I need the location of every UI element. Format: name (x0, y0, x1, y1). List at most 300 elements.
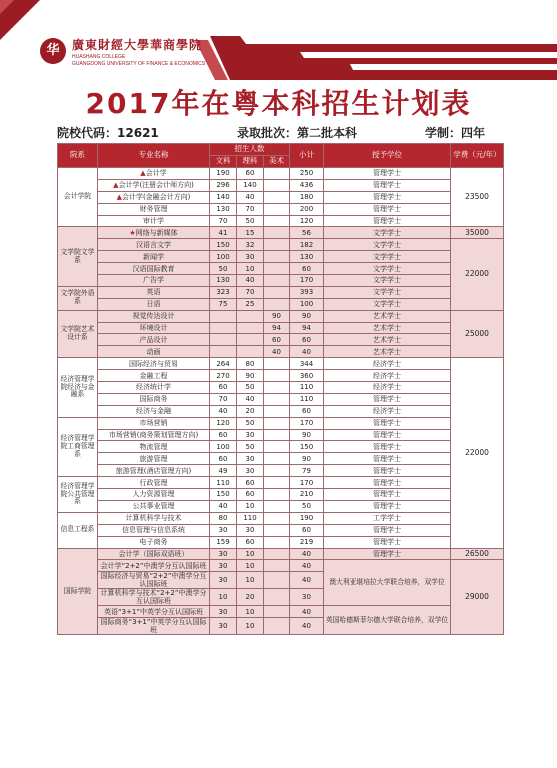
arts-cell (210, 346, 237, 358)
major-cell: 旅游管理(酒店管理方向) (98, 465, 210, 477)
major-cell: 经济统计学 (98, 382, 210, 394)
subtotal-cell: 50 (290, 500, 324, 512)
degree-cell: 管理学士 (324, 393, 451, 405)
subtotal-cell: 40 (290, 548, 324, 560)
major-cell: 物流管理 (98, 441, 210, 453)
degree-cell: 经济学士 (324, 405, 451, 417)
degree-cell: 文学学士 (324, 227, 451, 239)
art-cell: 94 (264, 322, 290, 334)
science-cell: 90 (237, 370, 264, 382)
science-cell (237, 346, 264, 358)
science-cell: 30 (237, 453, 264, 465)
art-cell (264, 405, 290, 417)
dept-cell: 经济管理学院经济与金融系 (58, 358, 98, 417)
arts-cell: 30 (210, 572, 237, 589)
fee-cell: 22000 (451, 239, 504, 310)
arts-cell: 120 (210, 417, 237, 429)
subtotal-cell: 40 (290, 560, 324, 572)
fee-cell: 22000 (451, 358, 504, 548)
major-cell: 英语 (98, 286, 210, 298)
degree-cell: 艺术学士 (324, 334, 451, 346)
table-row (58, 453, 504, 465)
degree-cell: 文学学士 (324, 251, 451, 263)
subtotal-cell: 60 (290, 263, 324, 275)
arts-cell: 80 (210, 512, 237, 524)
arts-cell: 40 (210, 405, 237, 417)
degree-cell: 艺术学士 (324, 310, 451, 322)
subtotal-cell: 94 (290, 322, 324, 334)
subtotal-cell: 60 (290, 524, 324, 536)
science-cell: 110 (237, 512, 264, 524)
degree-cell: 管理学士 (324, 168, 451, 180)
major-cell: 市场营销 (98, 417, 210, 429)
arts-cell: 30 (210, 560, 237, 572)
major-cell: 会计学（国际双语班） (98, 548, 210, 560)
art-cell (264, 417, 290, 429)
arts-cell: 150 (210, 239, 237, 251)
table-row (58, 393, 504, 405)
arts-cell: 30 (210, 618, 237, 635)
major-cell: 人力资源管理 (98, 489, 210, 501)
degree-cell: 经济学士 (324, 370, 451, 382)
art-cell (264, 203, 290, 215)
dept-cell: 国际学院 (58, 548, 98, 635)
degree-cell: 管理学士 (324, 548, 451, 560)
arts-cell: 130 (210, 275, 237, 287)
art-cell (264, 589, 290, 606)
arts-cell: 264 (210, 358, 237, 370)
arts-cell (210, 334, 237, 346)
arts-cell: 130 (210, 203, 237, 215)
subtotal-cell: 90 (290, 429, 324, 441)
major-cell: 电子商务 (98, 536, 210, 548)
marker-triangle: ▲ (140, 169, 146, 178)
major-cell: 经济与金融 (98, 405, 210, 417)
art-cell (264, 453, 290, 465)
subtotal-cell: 170 (290, 275, 324, 287)
science-cell: 10 (237, 618, 264, 635)
dept-cell: 文学院外语系 (58, 286, 98, 310)
table-row (58, 524, 504, 536)
arts-cell: 30 (210, 548, 237, 560)
header-arts: 文科 (210, 156, 237, 168)
art-cell (264, 251, 290, 263)
major-cell: 计算机科学与技术 (98, 512, 210, 524)
table-row (58, 322, 504, 334)
art-cell (264, 168, 290, 180)
table-row (58, 298, 504, 310)
science-cell: 60 (237, 489, 264, 501)
table-row (58, 310, 504, 322)
table-row (58, 560, 504, 572)
major-cell: ▲会计学(注册会计师方向) (98, 179, 210, 191)
degree-cell: 管理学士 (324, 179, 451, 191)
school-name-cn: 廣東財經大學華商學院 (72, 38, 203, 52)
degree-cell: 文学学士 (324, 298, 451, 310)
degree-cell-uk: 英国哈德斯菲尔德大学联合培养，双学位 (324, 606, 451, 635)
degree-cell: 经济学士 (324, 358, 451, 370)
arts-cell: 70 (210, 215, 237, 227)
school-name-en-2: GUANGDONG UNIVERSITY OF FINANCE & ECONOMICS (72, 61, 206, 67)
science-cell (237, 310, 264, 322)
degree-cell: 艺术学士 (324, 346, 451, 358)
science-cell: 140 (237, 179, 264, 191)
major-cell: 视觉传达设计 (98, 310, 210, 322)
subtotal-cell: 393 (290, 286, 324, 298)
degree-cell: 管理学士 (324, 191, 451, 203)
science-cell: 10 (237, 606, 264, 618)
table-row (58, 417, 504, 429)
art-cell (264, 560, 290, 572)
subtotal-cell: 60 (290, 334, 324, 346)
arts-cell: 100 (210, 441, 237, 453)
school-code: 院校代码：12621 (57, 126, 159, 140)
art-cell (264, 263, 290, 275)
arts-cell: 30 (210, 606, 237, 618)
art-cell (264, 179, 290, 191)
major-cell: 审计学 (98, 215, 210, 227)
science-cell: 25 (237, 298, 264, 310)
subtotal-cell: 40 (290, 572, 324, 589)
major-cell: 信息管理与信息系统 (98, 524, 210, 536)
header-dept: 院系 (58, 144, 98, 168)
degree-cell: 管理学士 (324, 477, 451, 489)
art-cell (264, 358, 290, 370)
art-cell (264, 548, 290, 560)
table-row (58, 358, 504, 370)
art-cell (264, 298, 290, 310)
major-cell: 会计学“2+2”中澳学分互认国际班 (98, 560, 210, 572)
table-row (58, 441, 504, 453)
dept-cell: 文学院艺术设计系 (58, 310, 98, 358)
degree-cell: 艺术学士 (324, 322, 451, 334)
science-cell: 50 (237, 215, 264, 227)
subtotal-cell: 100 (290, 298, 324, 310)
science-cell: 70 (237, 203, 264, 215)
arts-cell: 270 (210, 370, 237, 382)
science-cell: 40 (237, 275, 264, 287)
art-cell: 90 (264, 310, 290, 322)
subtotal-cell: 200 (290, 203, 324, 215)
table-row (58, 536, 504, 548)
degree-cell: 管理学士 (324, 489, 451, 501)
enrollment-plan-table (57, 143, 504, 635)
subtotal-cell: 250 (290, 168, 324, 180)
degree-cell: 管理学士 (324, 524, 451, 536)
art-cell (264, 227, 290, 239)
major-cell: 英语“3+1”中英学分互认国际班 (98, 606, 210, 618)
fee-cell: 26500 (451, 548, 504, 560)
art-cell (264, 465, 290, 477)
degree-cell: 管理学士 (324, 203, 451, 215)
admission-batch: 录取批次：第二批本科 (237, 126, 358, 140)
arts-cell: 296 (210, 179, 237, 191)
major-cell: 金融工程 (98, 370, 210, 382)
art-cell (264, 524, 290, 536)
table-row (58, 286, 504, 298)
art-cell (264, 239, 290, 251)
degree-cell: 管理学士 (324, 453, 451, 465)
art-cell (264, 286, 290, 298)
subtotal-cell: 170 (290, 477, 324, 489)
header-quota: 招生人数 (210, 144, 290, 156)
table-row (58, 429, 504, 441)
major-cell: 日语 (98, 298, 210, 310)
subtotal-cell: 344 (290, 358, 324, 370)
major-cell: 汉语国际教育 (98, 263, 210, 275)
header-subtotal: 小计 (290, 144, 324, 168)
table-row (58, 191, 504, 203)
subtotal-cell: 150 (290, 441, 324, 453)
fee-cell: 23500 (451, 168, 504, 227)
subtotal-cell: 436 (290, 179, 324, 191)
subtotal-cell: 110 (290, 382, 324, 394)
dept-cell: 文学院文学系 (58, 227, 98, 286)
marker-triangle: ▲ (116, 193, 122, 202)
major-cell: ★网络与新媒体 (98, 227, 210, 239)
degree-cell: 文学学士 (324, 239, 451, 251)
study-duration: 学制：四年 (425, 126, 486, 140)
art-cell (264, 500, 290, 512)
table-row (58, 227, 504, 239)
arts-cell: 110 (210, 477, 237, 489)
arts-cell: 60 (210, 429, 237, 441)
science-cell: 40 (237, 393, 264, 405)
major-cell: 环境设计 (98, 322, 210, 334)
table-row (58, 168, 504, 180)
subtotal-cell: 60 (290, 405, 324, 417)
table-row (58, 477, 504, 489)
science-cell: 30 (237, 429, 264, 441)
art-cell (264, 489, 290, 501)
header-degree: 授予学位 (324, 144, 451, 168)
subtotal-cell: 79 (290, 465, 324, 477)
major-cell: ▲会计学 (98, 168, 210, 180)
science-cell: 10 (237, 572, 264, 589)
header-art: 美术 (264, 156, 290, 168)
science-cell (237, 334, 264, 346)
science-cell: 50 (237, 417, 264, 429)
arts-cell: 70 (210, 393, 237, 405)
arts-cell: 100 (210, 251, 237, 263)
subtotal-cell: 210 (290, 489, 324, 501)
art-cell (264, 618, 290, 635)
science-cell: 15 (237, 227, 264, 239)
art-cell (264, 191, 290, 203)
degree-cell: 管理学士 (324, 465, 451, 477)
page-title: 2017年在粤本科招生计划表 (85, 87, 472, 120)
art-cell (264, 512, 290, 524)
subtotal-cell: 30 (290, 589, 324, 606)
table-row (58, 179, 504, 191)
degree-cell: 管理学士 (324, 215, 451, 227)
table-row (58, 275, 504, 287)
art-cell (264, 441, 290, 453)
arts-cell: 30 (210, 524, 237, 536)
science-cell: 30 (237, 465, 264, 477)
table-row (58, 239, 504, 251)
science-cell: 60 (237, 477, 264, 489)
subtotal-cell: 56 (290, 227, 324, 239)
table-row (58, 346, 504, 358)
arts-cell: 150 (210, 489, 237, 501)
table-row (58, 334, 504, 346)
header-science: 理科 (237, 156, 264, 168)
subtotal-cell: 40 (290, 606, 324, 618)
science-cell: 10 (237, 500, 264, 512)
subtotal-cell: 90 (290, 453, 324, 465)
arts-cell: 49 (210, 465, 237, 477)
subtotal-cell: 182 (290, 239, 324, 251)
major-cell: 旅游管理 (98, 453, 210, 465)
art-cell (264, 572, 290, 589)
subtotal-cell: 40 (290, 346, 324, 358)
degree-cell: 文学学士 (324, 286, 451, 298)
dept-cell: 信息工程系 (58, 512, 98, 548)
science-cell: 60 (237, 536, 264, 548)
degree-cell: 经济学士 (324, 382, 451, 394)
fee-cell: 29000 (451, 560, 504, 635)
dept-cell: 经济管理学院公共管理系 (58, 477, 98, 513)
art-cell: 60 (264, 334, 290, 346)
art-cell (264, 429, 290, 441)
arts-cell: 140 (210, 191, 237, 203)
table-row (58, 203, 504, 215)
table-row (58, 489, 504, 501)
major-cell: 国际商务“3+1”中英学分互认国际班 (98, 618, 210, 635)
science-cell: 40 (237, 191, 264, 203)
science-cell: 10 (237, 263, 264, 275)
subtotal-cell: 90 (290, 310, 324, 322)
college-logo: 华 (40, 38, 66, 64)
art-cell (264, 477, 290, 489)
art-cell (264, 215, 290, 227)
arts-cell (210, 310, 237, 322)
subtotal-cell: 219 (290, 536, 324, 548)
table-row (58, 370, 504, 382)
degree-cell: 管理学士 (324, 536, 451, 548)
major-cell: 新闻学 (98, 251, 210, 263)
major-cell: 动画 (98, 346, 210, 358)
page-header (0, 0, 557, 80)
arts-cell: 50 (210, 263, 237, 275)
science-cell: 50 (237, 441, 264, 453)
subtotal-cell: 360 (290, 370, 324, 382)
header-major: 专业名称 (98, 144, 210, 168)
art-cell: 40 (264, 346, 290, 358)
science-cell: 32 (237, 239, 264, 251)
subtotal-cell: 40 (290, 618, 324, 635)
subtotal-cell: 190 (290, 512, 324, 524)
science-cell (237, 322, 264, 334)
marker-triangle: ▲ (113, 181, 119, 190)
degree-cell: 管理学士 (324, 500, 451, 512)
art-cell (264, 382, 290, 394)
arts-cell: 75 (210, 298, 237, 310)
major-cell: 市场营销(商务策划管理方向) (98, 429, 210, 441)
major-cell: 公共事业管理 (98, 500, 210, 512)
major-cell: 广告学 (98, 275, 210, 287)
arts-cell (210, 322, 237, 334)
major-cell: 计算机科学与技术“2+2”中澳学分互认国际班 (98, 589, 210, 606)
science-cell: 60 (237, 168, 264, 180)
marker-star: ★ (129, 228, 136, 237)
table-row (58, 251, 504, 263)
major-cell: 财务管理 (98, 203, 210, 215)
arts-cell: 40 (210, 500, 237, 512)
science-cell: 20 (237, 405, 264, 417)
header-fee: 学费（元/年） (451, 144, 504, 168)
table-row (58, 405, 504, 417)
arts-cell: 10 (210, 589, 237, 606)
dept-cell: 经济管理学院工商管理系 (58, 417, 98, 476)
arts-cell: 190 (210, 168, 237, 180)
subtotal-cell: 110 (290, 393, 324, 405)
info-bar (57, 124, 502, 142)
arts-cell: 41 (210, 227, 237, 239)
table-row (58, 215, 504, 227)
science-cell: 80 (237, 358, 264, 370)
degree-cell: 管理学士 (324, 429, 451, 441)
science-cell: 50 (237, 382, 264, 394)
degree-cell: 工学学士 (324, 512, 451, 524)
major-cell: 行政管理 (98, 477, 210, 489)
science-cell: 10 (237, 548, 264, 560)
table-row (58, 548, 504, 560)
arts-cell: 159 (210, 536, 237, 548)
degree-cell: 管理学士 (324, 441, 451, 453)
art-cell (264, 275, 290, 287)
subtotal-cell: 180 (290, 191, 324, 203)
science-cell: 10 (237, 560, 264, 572)
science-cell: 30 (237, 524, 264, 536)
art-cell (264, 536, 290, 548)
major-cell: 汉语言文学 (98, 239, 210, 251)
degree-cell: 文学学士 (324, 263, 451, 275)
major-cell: 国际商务 (98, 393, 210, 405)
science-cell: 20 (237, 589, 264, 606)
major-cell: 国际经济与贸易“2+2”中澳学分互认国际班 (98, 572, 210, 589)
science-cell: 70 (237, 286, 264, 298)
science-cell: 30 (237, 251, 264, 263)
subtotal-cell: 170 (290, 417, 324, 429)
table-row (58, 382, 504, 394)
arts-cell: 60 (210, 453, 237, 465)
table-row (58, 606, 504, 618)
degree-cell: 管理学士 (324, 417, 451, 429)
table-row (58, 263, 504, 275)
school-name-en-1: HUASHANG COLLEGE (72, 54, 126, 60)
dept-cell: 会计学院 (58, 168, 98, 227)
major-cell: 国际经济与贸易 (98, 358, 210, 370)
art-cell (264, 393, 290, 405)
subtotal-cell: 120 (290, 215, 324, 227)
fee-cell: 25000 (451, 310, 504, 358)
degree-cell: 文学学士 (324, 275, 451, 287)
degree-cell-australia: 澳大利亚堪培拉大学联合培养，双学位 (324, 560, 451, 606)
fee-cell: 35000 (451, 227, 504, 239)
arts-cell: 60 (210, 382, 237, 394)
major-cell: 产品设计 (98, 334, 210, 346)
table-row (58, 500, 504, 512)
art-cell (264, 606, 290, 618)
arts-cell: 323 (210, 286, 237, 298)
subtotal-cell: 130 (290, 251, 324, 263)
major-cell: ▲会计学(金融会计方向) (98, 191, 210, 203)
table-row (58, 512, 504, 524)
art-cell (264, 370, 290, 382)
table-row (58, 465, 504, 477)
